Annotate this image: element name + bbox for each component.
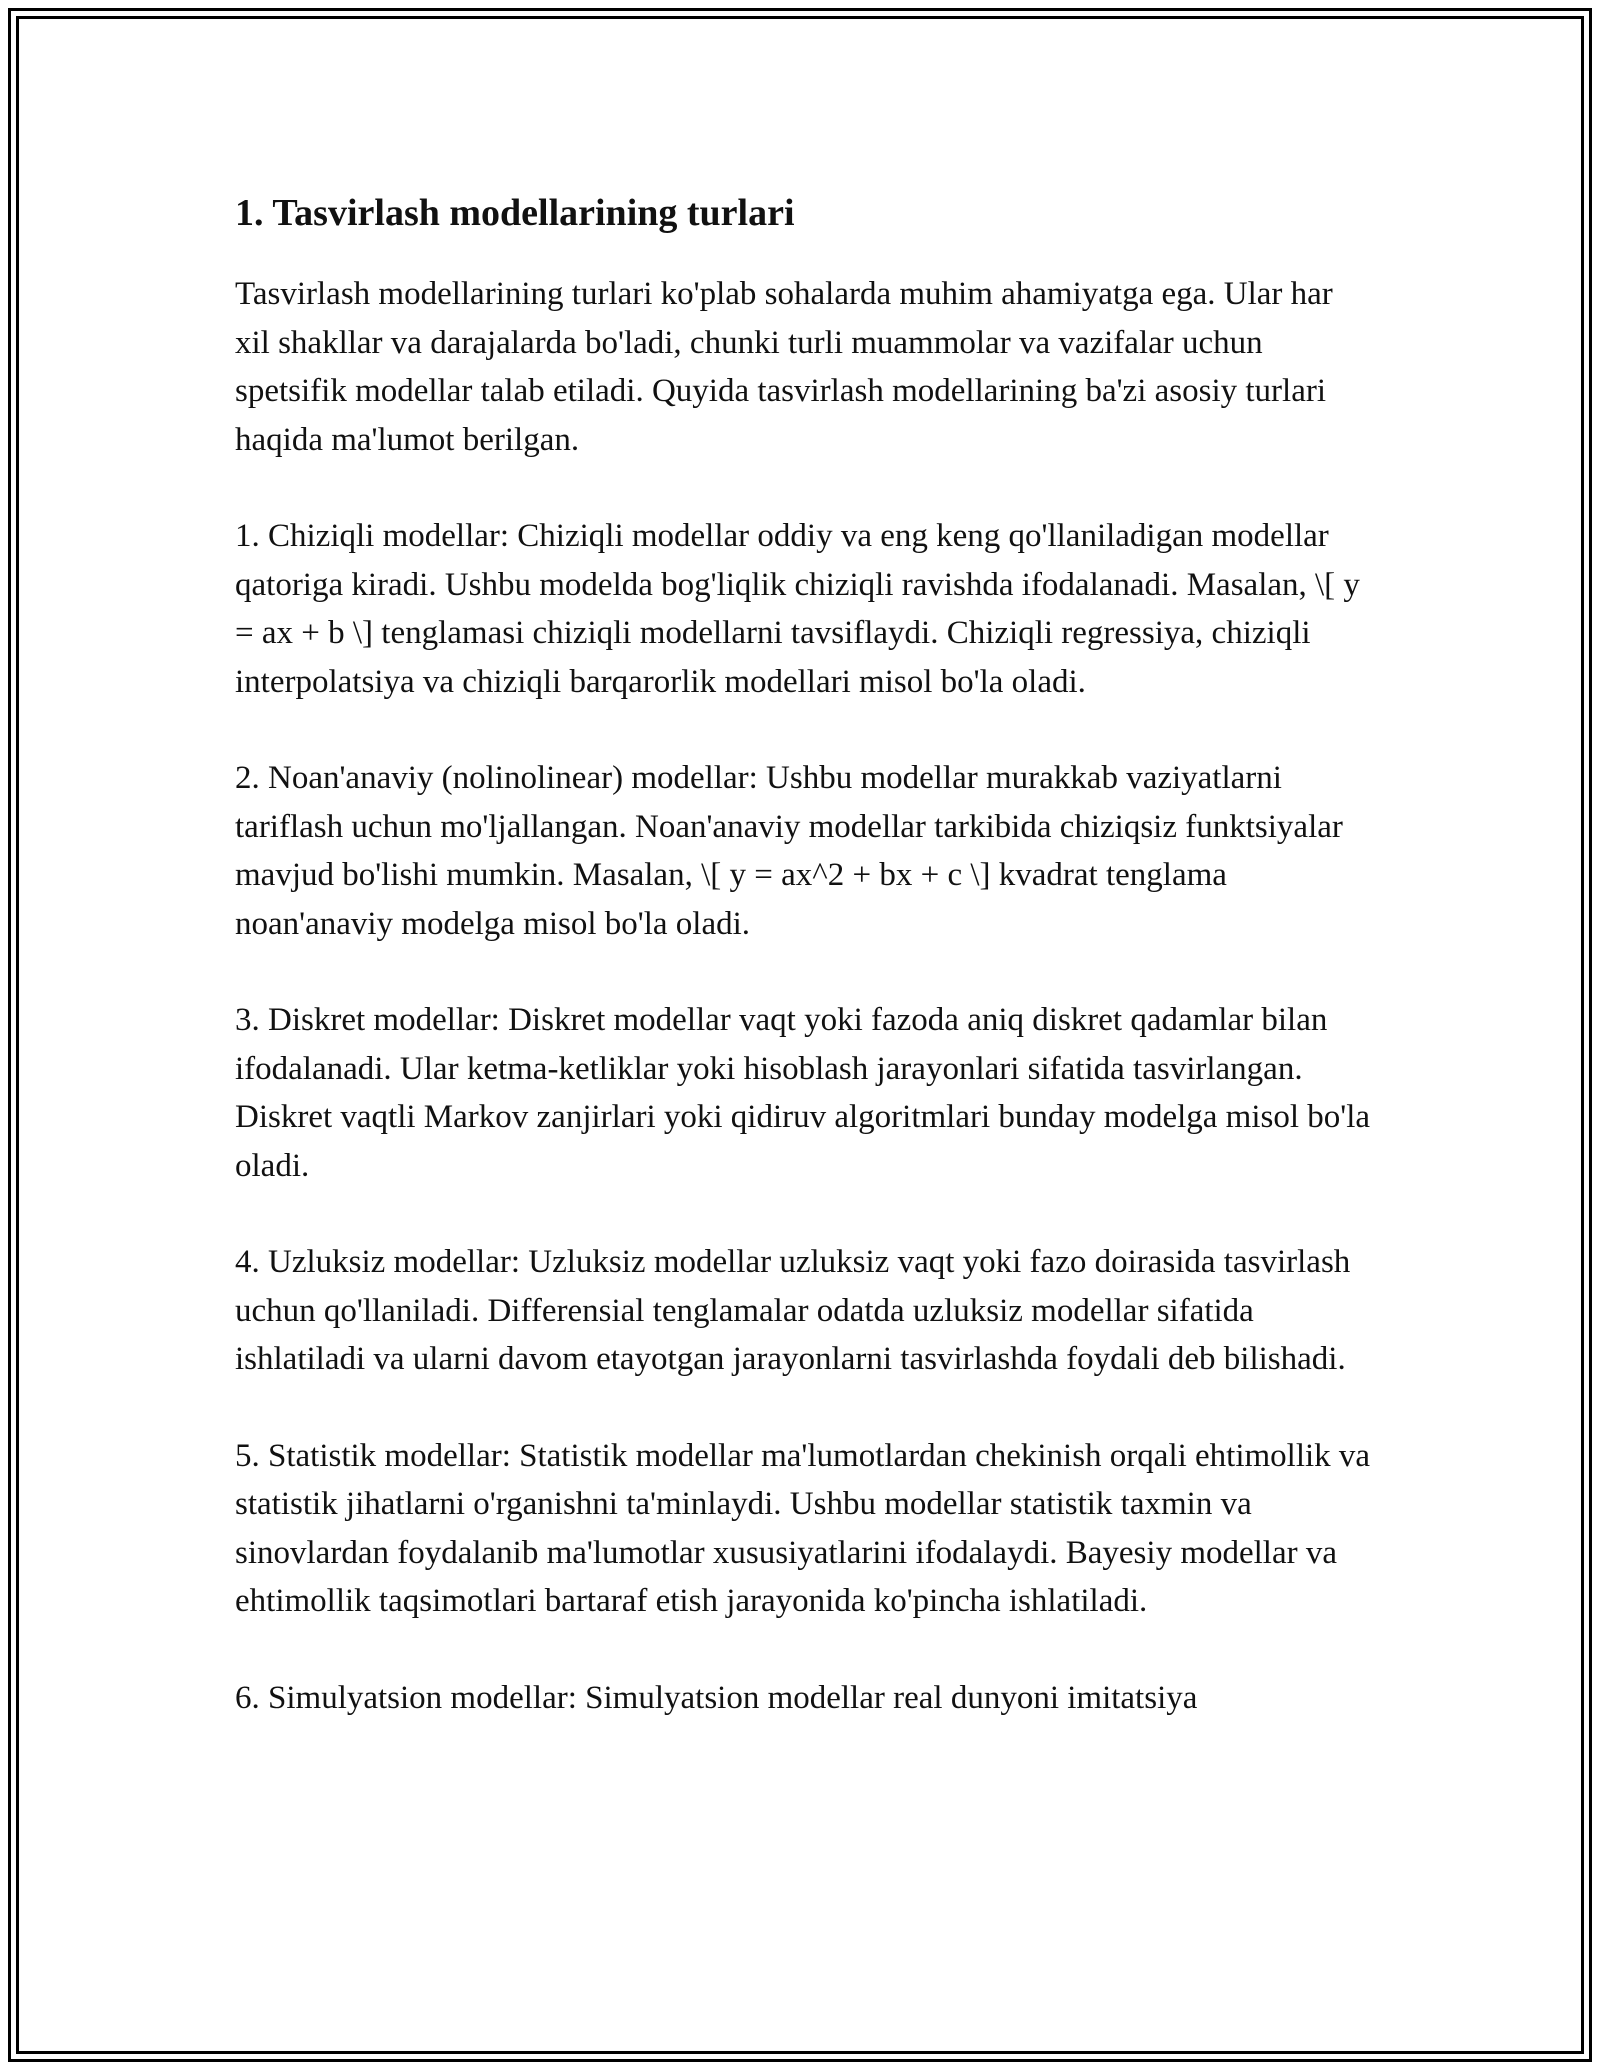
paragraph-simulation-models: 6. Simulyatsion modellar: Simulyatsion modellar real dunyoni imitatsiya (235, 1679, 1198, 1716)
paragraph-linear-models: 1. Chiziqli modellar: Chiziqli modellar oddiy va eng keng qo'llaniladigan modellar qatoriga kiradi. Ushbu modelda bog'liqlik chiziqli ravishda ifodalanadi. Masalan, \[ y = ax + b \] tenglamasi chiziqli modellarni tavsiflaydi. Chiziqli regressiya, chiziqli interpolatsiya va chiziqli barqarorlik modellari misol bo'la oladi. (235, 518, 1360, 700)
intro-paragraph: Tasvirlash modellarining turlari ko'plab sohalarda muhim ahamiyatga ega. Ular har xil shakllar va darajalarda bo'ladi, chunki turli muammolar va vazifalar uchun spetsifik modellar talab etiladi. Quyida tasvirlash modellarining ba'zi asosiy turlari haqida ma'lumot berilgan. (235, 276, 1333, 458)
document-body (235, 186, 1375, 1770)
paragraph-continuous-models: 4. Uzluksiz modellar: Uzluksiz modellar uzluksiz vaqt yoki fazo doirasida tasvirlash uchun qo'llaniladi. Differensial tenglamalar odatda uzluksiz modellar sifatida ishlatiladi va ularni davom etayotgan jarayonlarni tasvirlashda foydali deb bilishadi. (235, 1244, 1351, 1377)
paragraph-discrete-models: 3. Diskret modellar: Diskret modellar vaqt yoki fazoda aniq diskret qadamlar bilan ifodalanadi. Ular ketma-ketliklar yoki hisoblash jarayonlari sifatida tasvirlangan. Diskret vaqtli Markov zanjirlari yoki qidiruv algoritmlari bunday modelga misol bo'la oladi. (235, 1002, 1371, 1184)
paragraph-statistical-models: 5. Statistik modellar: Statistik modellar ma'lumotlardan chekinish orqali ehtimollik va statistik jihatlarni o'rganishni ta'minlaydi. Ushbu modellar statistik taxmin va sinovlardan foydalanib ma'lumotlar xususiyatlarini ifodalaydi. Bayesiy modellar va ehtimollik taqsimotlari bartaraf etish jarayonida ko'pincha ishlatiladi. (235, 1437, 1371, 1619)
section-heading: 1. Tasvirlash modellarining turlari (235, 192, 795, 234)
paragraph-nonlinear-models: 2. Noan'anaviy (nolinolinear) modellar: Ushbu modellar murakkab vaziyatlarni tariflash uchun mo'ljallangan. Noan'anaviy modellar tarkibida chiziqsiz funktsiyalar mavjud bo'lishi mumkin. Masalan, \[ y = ax^2 + bx + c \] kvadrat tenglama noan'anaviy modelga misol bo'la oladi. (235, 760, 1343, 942)
